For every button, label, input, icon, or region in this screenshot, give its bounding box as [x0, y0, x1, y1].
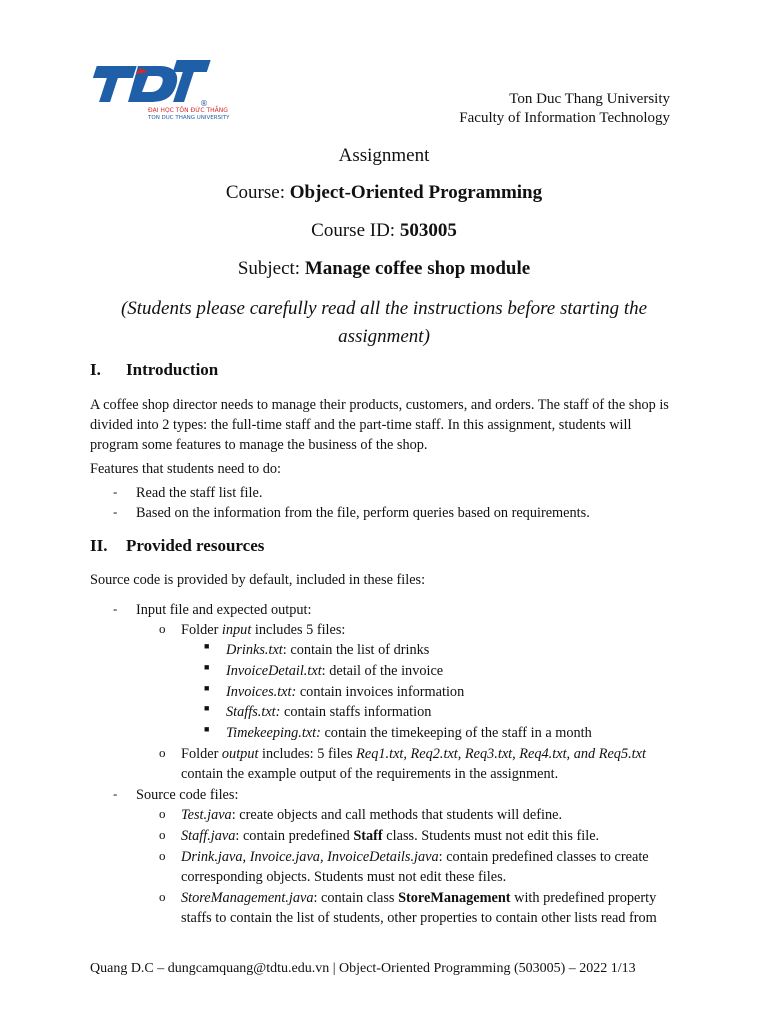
- course-line: [0, 182, 768, 204]
- registered-mark: ®: [200, 99, 208, 108]
- folder-name: output: [221, 746, 259, 762]
- assignment-title: Assignment: [338, 145, 430, 166]
- square-bullet: ■: [204, 724, 210, 734]
- note-line-2: assignment): [338, 326, 430, 347]
- subject-name: Manage coffee shop module: [304, 258, 531, 279]
- text: Folder: [181, 746, 222, 762]
- folder-output-item: [181, 744, 646, 764]
- dash-marker: -: [113, 504, 118, 519]
- file-name: Drinks.txt: [226, 642, 283, 658]
- src-drink-line2: corresponding objects. Students must not edit these files.: [181, 869, 507, 885]
- file-name: Staff.java: [181, 828, 236, 844]
- file-desc: : contain the list of drinks: [282, 642, 430, 658]
- folder-output-line2: contain the example output of the requirements in the assignment.: [181, 766, 559, 782]
- file-name: Test.java: [181, 807, 232, 823]
- course-name: Object-Oriented Programming: [289, 182, 543, 203]
- file-desc: : contain class: [313, 890, 399, 906]
- course-id-label: Course ID:: [311, 220, 400, 241]
- file-item: [226, 682, 464, 702]
- intro-paragraph: A coffee shop director needs to manage their products, customers, and orders. The staff of the shop is divided into 2 types: the full-time staff and the part-time staff. In this assignment, students will program some features to manage the business of the shop.: [90, 397, 669, 453]
- features-intro: Features that students need to do:: [90, 461, 281, 477]
- university-name: Ton Duc Thang University: [509, 91, 670, 107]
- section-heading-introduction: [90, 360, 218, 380]
- dash-marker: -: [113, 786, 118, 801]
- dash-marker: -: [113, 601, 118, 616]
- file-name: InvoiceDetail.txt: [226, 663, 322, 679]
- page-number: 1/13: [610, 961, 636, 976]
- file-item: [226, 702, 431, 722]
- file-name: Timekeeping.txt:: [226, 725, 321, 741]
- section-number: II.: [90, 536, 108, 555]
- file-desc: : contain predefined: [235, 828, 354, 844]
- src-test-item: [181, 805, 562, 825]
- feature-item: Read the staff list file.: [136, 485, 263, 501]
- file-desc: : contain predefined classes to create: [438, 849, 649, 865]
- faculty-name: Faculty of Information Technology: [459, 110, 670, 126]
- page-footer: [90, 961, 636, 977]
- subject-line: [0, 258, 768, 280]
- file-desc: with predefined property: [510, 890, 657, 906]
- text: includes 5 files:: [251, 622, 346, 638]
- folder-input-item: [181, 620, 345, 640]
- src-store-line2: staffs to contain the list of students, other properties to contain other lists read from: [181, 910, 657, 926]
- section-heading-resources: [90, 536, 264, 556]
- file-name: Drink.java, Invoice.java, InvoiceDetails.java: [181, 849, 439, 865]
- list-item: Input file and expected output:: [136, 602, 312, 618]
- section-title: Introduction: [126, 360, 219, 379]
- logo-text-vn: ĐẠI HỌC TÔN ĐỨC THẮNG: [148, 107, 228, 114]
- output-files: Req1.txt, Req2.txt, Req3.txt, Req4.txt, and Req5.txt: [356, 746, 646, 762]
- circle-bullet: o: [159, 745, 166, 760]
- file-desc: class. Students must not edit this file.: [382, 828, 600, 844]
- file-desc: : detail of the invoice: [321, 663, 444, 679]
- circle-bullet: o: [159, 889, 166, 904]
- course-id: 503005: [399, 220, 457, 241]
- square-bullet: ■: [204, 641, 210, 651]
- text: includes: 5 files: [258, 746, 357, 762]
- resources-intro: Source code is provided by default, included in these files:: [90, 572, 426, 588]
- section-title: Provided resources: [126, 536, 265, 555]
- feature-item: Based on the information from the file, perform queries based on requirements.: [136, 505, 590, 521]
- tdt-logo: [96, 56, 230, 126]
- src-staff-item: [181, 826, 599, 846]
- circle-bullet: o: [159, 848, 166, 863]
- file-item: [226, 661, 443, 681]
- square-bullet: ■: [204, 683, 210, 693]
- file-name: StoreManagement.java: [181, 890, 314, 906]
- file-desc: : create objects and call methods that students will define.: [231, 807, 563, 823]
- circle-bullet: o: [159, 827, 166, 842]
- circle-bullet: o: [159, 621, 166, 636]
- logo-text-en: TON DUC THANG UNIVERSITY: [148, 115, 230, 121]
- folder-name: input: [221, 622, 252, 638]
- section-number: I.: [90, 360, 101, 379]
- instruction-note: [0, 295, 768, 351]
- circle-bullet: o: [159, 806, 166, 821]
- file-item: [226, 640, 429, 660]
- file-name: Invoices.txt:: [226, 684, 297, 700]
- footer-text: Quang D.C – dungcamquang@tdtu.edu.vn | Object-Oriented Programming (503005) – 2022: [90, 961, 608, 976]
- course-id-line: [0, 220, 768, 242]
- file-desc: contain invoices information: [296, 684, 465, 700]
- class-name: StoreManagement: [398, 890, 511, 906]
- src-store-item: [181, 888, 656, 908]
- square-bullet: ■: [204, 703, 210, 713]
- note-line-1: (Students please carefully read all the instructions before starting the: [120, 298, 648, 319]
- file-desc: contain the timekeeping of the staff in a month: [320, 725, 592, 741]
- university-header: [459, 90, 670, 128]
- list-item: Source code files:: [136, 787, 239, 803]
- src-drink-item: [181, 847, 649, 867]
- class-name: Staff: [353, 828, 383, 844]
- dash-marker: -: [113, 484, 118, 499]
- file-desc: contain staffs information: [280, 704, 432, 720]
- subject-label: Subject:: [237, 258, 305, 279]
- square-bullet: ■: [204, 662, 210, 672]
- file-name: Staffs.txt:: [226, 704, 281, 720]
- file-item: [226, 723, 592, 743]
- text: Folder: [181, 622, 222, 638]
- course-label: Course:: [225, 182, 290, 203]
